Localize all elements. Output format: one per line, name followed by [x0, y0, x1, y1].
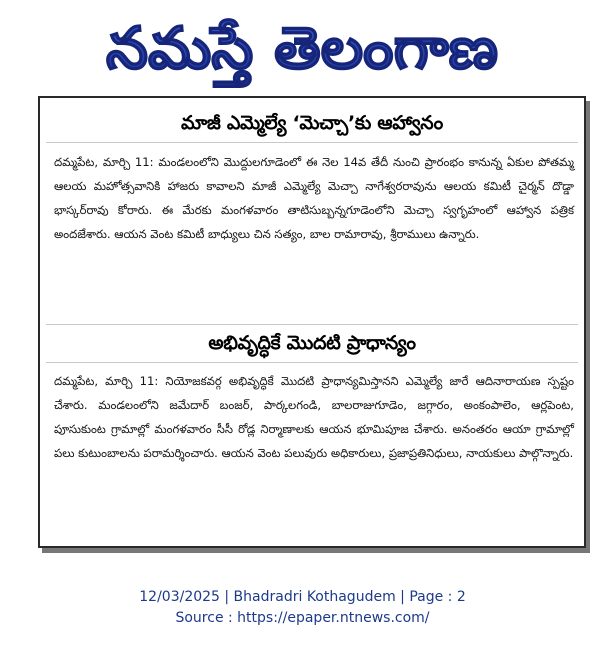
article-1-headline: మాజీ ఎమ్మెల్యే ‘మెచ్చా’కు ఆహ్వానం	[181, 112, 443, 134]
article-2-text: దమ్మపేట, మార్చి 11: నియోజకవర్గ అభివృద్ధికే మొదటి ప్రాధాన్యమిస్తానని ఎమ్మెల్యే జారే ఆదినారాయణ స్పష్టం చేశారు. మండలంలోని జమేదార్ బంజర్, పార్కలగండి, బాలరాజుగూడెం, జగ్గారం, అంకంపాలెం, ఆర్లపెంట, పూసుకుంట గ్రామాల్లో మంగళవారం సీసీ రోడ్ల నిర్మాణాలకు ఆయన భూమిపూజ చేశారు. అనంతరం ఆయా గ్రామాల్లో పలు కుటుంబాలను పరామర్శించారు. ఆయన వెంట పలువురు అధికారులు, ప్రజాప్రతినిధులు, నాయకులు పాల్గొన్నారు.	[54, 374, 574, 460]
article-2-body	[54, 369, 574, 465]
masthead	[0, 0, 605, 88]
footer-date-line: 12/03/2025 | Bhadradri Kothagudem | Page : 2	[139, 589, 466, 605]
masthead-logo	[0, 0, 605, 88]
masthead-title: నమస్తే తెలంగాణ	[106, 14, 486, 82]
article-1-text: దమ్మపేట, మార్చి 11: మండలంలోని మొద్దులగూడెంలో ఈ నెల 14వ తేదీ నుంచి ప్రారంభం కానున్న ఏకుల పోతమ్మ ఆలయ మహోత్సవానికి హాజరు కావాలని మాజీ ఎమ్మెల్యే మెచ్చా నాగేశ్వరరావును ఆలయ కమిటీ చైర్మన్ దొడ్డా భాస్కర్‌రావు కోరారు. ఈ మేరకు మంగళవారం తాటిసుబ్బన్నగూడెంలోని మెచ్చా స్వగృహంలో ఆహ్వాన పత్రిక అందజేశారు. ఆయన వెంట కమిటీ బాధ్యులు చిన సత్యం, బాల రామారావు, శ్రీరాములు ఉన్నారు.	[54, 155, 574, 241]
footer-source-line[interactable]: Source : https://epaper.ntnews.com/	[175, 610, 430, 626]
article-1-divider	[46, 142, 578, 143]
article-2-headline: అభివృద్ధికే మొదటి ప్రాధాన్యం	[208, 332, 416, 354]
news-clipping	[38, 96, 586, 548]
article-separator	[46, 324, 578, 325]
article-2-divider	[46, 362, 578, 363]
article-1-body	[54, 150, 574, 246]
